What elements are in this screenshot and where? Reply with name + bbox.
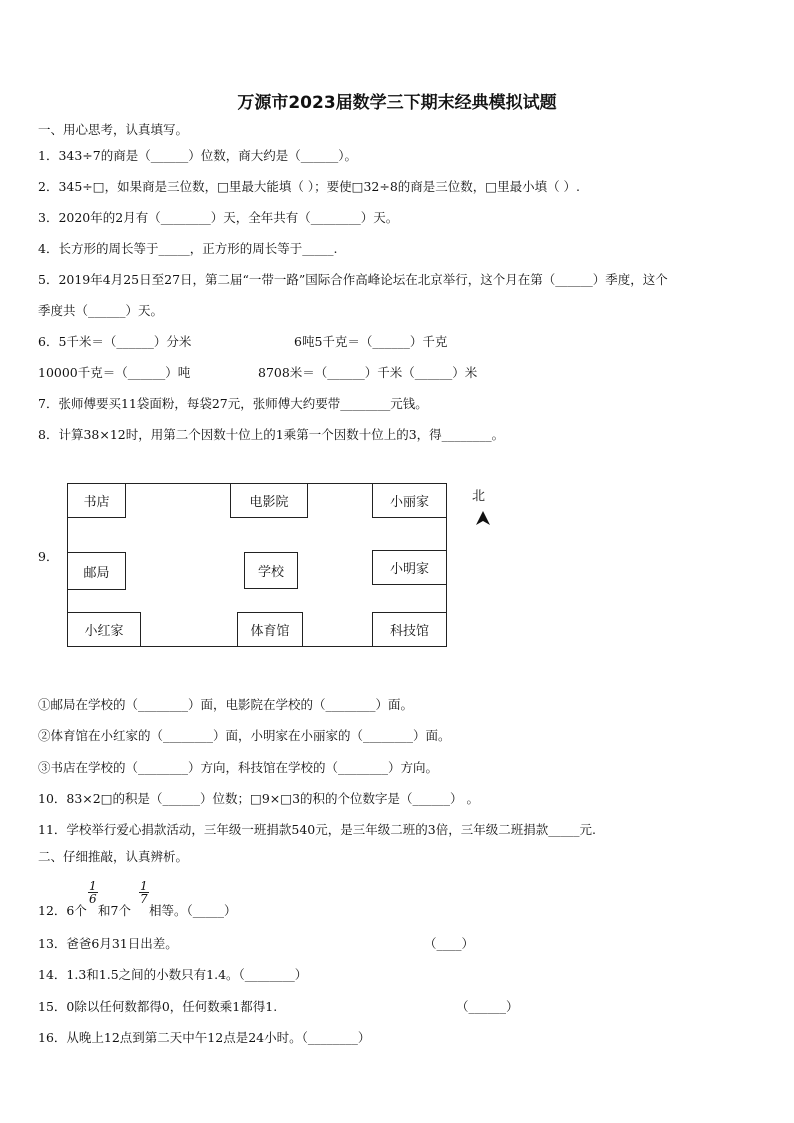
section-1-heading: 一、用心思考，认真填写。 — [38, 122, 189, 137]
question-12-fraction-2 — [139, 880, 149, 905]
question-12-prefix: 12．6个 — [38, 903, 87, 918]
fraction-2-numerator: 1 — [140, 879, 148, 893]
question-6-part-d: 8708米＝（______）千米（______）米 — [258, 365, 478, 380]
map-science-museum: 科技馆 — [372, 612, 447, 647]
map-bookstore: 书店 — [67, 483, 126, 518]
map-xiaohong-home: 小红家 — [67, 612, 141, 647]
question-9-part-3: ③书店在学校的（________）方向，科技馆在学校的（________）方向。 — [38, 760, 439, 775]
question-12-suffix: 相等。（_____） — [149, 903, 237, 918]
fraction-1-denominator: 6 — [89, 892, 97, 906]
question-11: 11．学校举行爱心捐款活动，三年级一班捐款540元，是三年级二班的3倍，三年级二班捐款_____元. — [38, 822, 596, 837]
north-label: 北 — [472, 489, 486, 504]
fraction-1-numerator: 1 — [89, 879, 97, 893]
question-9-number: 9． — [38, 549, 59, 564]
question-5-line-2: 季度共（______）天。 — [38, 303, 164, 318]
question-13-answer: （____） — [424, 936, 475, 951]
question-5-line-1: 5．2019年4月25日至27日，第二届“一带一路”国际合作高峰论坛在北京举行，这个月在第（______）季度，这个 — [38, 272, 668, 287]
question-4: 4．长方形的周长等于_____，正方形的周长等于_____. — [38, 241, 338, 256]
question-10: 10．83×2□的积是（______）位数；□9×□3的积的个位数字是（______） 。 — [38, 791, 480, 806]
question-13: 13．爸爸6月31日出差。 — [38, 936, 178, 951]
question-15: 15．0除以任何数都得0，任何数乘1都得1. — [38, 999, 278, 1014]
question-2: 2．345÷□，如果商是三位数，□里最大能填（ ）；要使□32÷8的商是三位数，□里最小填（ ）. — [38, 179, 581, 194]
map-school: 学校 — [244, 552, 298, 589]
question-16: 16．从晚上12点到第二天中午12点是24小时。（________） — [38, 1030, 371, 1045]
question-14: 14．1.3和1.5之间的小数只有1.4。（________） — [38, 967, 308, 982]
page-title: 万源市2023届数学三下期末经典模拟试题 — [237, 93, 557, 113]
question-9-part-1: ①邮局在学校的（________）面，电影院在学校的（________）面。 — [38, 697, 414, 712]
question-8: 8．计算38×12时，用第二个因数十位上的1乘第一个因数十位上的3，得________。 — [38, 427, 505, 442]
map-cinema: 电影院 — [230, 483, 308, 518]
section-2-heading: 二、仔细推敲，认真辨析。 — [38, 849, 189, 864]
map-xiaoming-home: 小明家 — [372, 550, 447, 585]
question-12-mid: 和7个 — [98, 903, 131, 918]
map-post-office: 邮局 — [67, 552, 126, 590]
question-3: 3．2020年的2月有（________）天，全年共有（________）天。 — [38, 210, 399, 225]
map-gymnasium: 体育馆 — [237, 612, 303, 647]
question-6-part-b: 6吨5千克＝（______）千克 — [294, 334, 448, 349]
question-6-part-a: 6．5千米＝（______）分米 — [38, 334, 192, 349]
question-15-answer: （______） — [456, 999, 519, 1014]
question-7: 7．张师傅要买11袋面粉，每袋27元，张师傅大约要带________元钱。 — [38, 396, 428, 411]
question-6-part-c: 10000千克＝（______）吨 — [38, 365, 191, 380]
north-arrow-icon — [474, 510, 492, 526]
map-xiaoli-home: 小丽家 — [372, 483, 447, 518]
question-1: 1．343÷7的商是（______）位数，商大约是（______）。 — [38, 148, 357, 163]
question-9-part-2: ②体育馆在小红家的（________）面，小明家在小丽家的（________）面。 — [38, 728, 451, 743]
question-12-fraction-1 — [88, 880, 98, 905]
fraction-2-denominator: 7 — [140, 892, 148, 906]
